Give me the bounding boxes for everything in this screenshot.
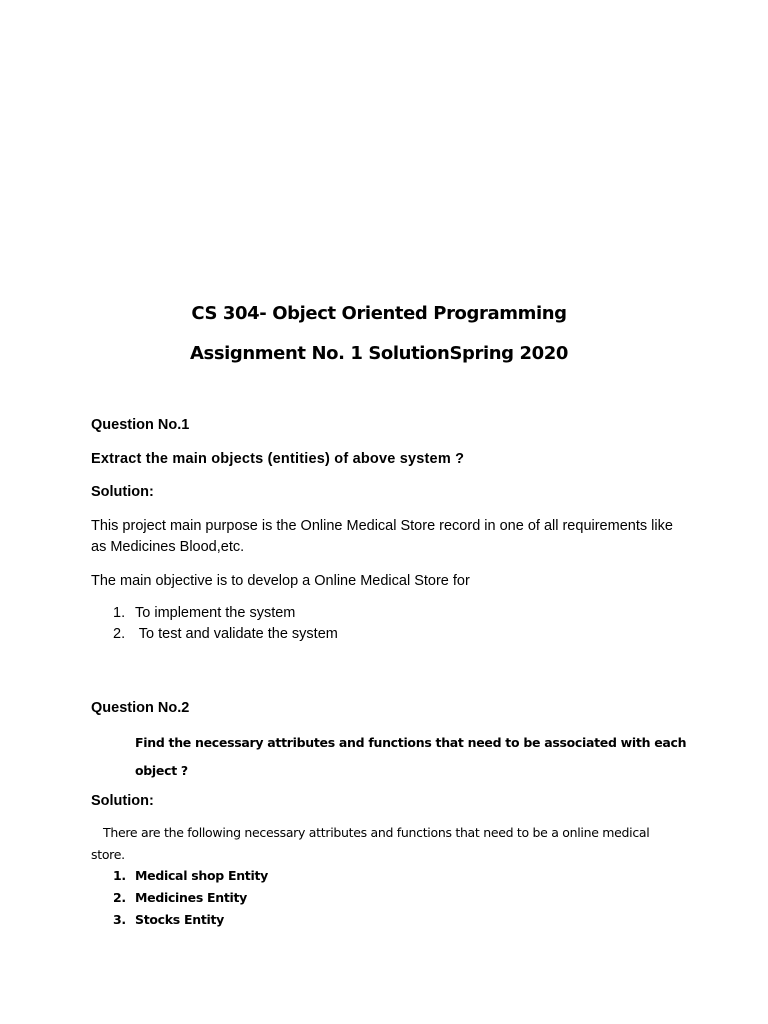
list-item-text: To test and validate the system	[135, 626, 338, 642]
list-item-text: Stocks Entity	[135, 912, 225, 927]
question-1-paragraph-1: This project main purpose is the Online Medical Store record in one of all requirements like as Medicines Blood,etc.	[91, 518, 673, 555]
question-2-heading: Question No.2	[91, 700, 190, 716]
list-item	[91, 603, 296, 624]
question-2-prompt-line-2: object ?	[135, 763, 188, 778]
list-item-number: 3.	[113, 912, 126, 927]
list-item-text: Medicines Entity	[135, 890, 248, 905]
list-item-text: To implement the system	[135, 605, 296, 621]
list-item	[91, 624, 338, 645]
question-1-list	[91, 603, 338, 645]
list-item-number: 2.	[113, 890, 126, 905]
list-item-number: 2.	[113, 626, 126, 642]
question-1-heading: Question No.1	[91, 417, 190, 433]
question-1-solution-label: Solution:	[91, 484, 154, 500]
question-1-prompt: Extract the main objects (entities) of above system ?	[91, 451, 465, 467]
list-item-text: Medical shop Entity	[135, 868, 268, 883]
list-item-number: 1.	[113, 868, 126, 883]
document-title: CS 304- Object Oriented Programming	[191, 303, 567, 324]
list-item-number: 1.	[113, 605, 126, 621]
question-2-prompt-line-1: Find the necessary attributes and functions that need to be associated with each	[135, 735, 687, 750]
question-1-paragraph-2: The main objective is to develop a Online Medical Store for	[91, 573, 470, 589]
question-2-solution-label: Solution:	[91, 793, 154, 809]
document-subtitle: Assignment No. 1 SolutionSpring 2020	[189, 343, 569, 364]
question-2-paragraph: There are the following necessary attributes and functions that need to be a online medical store.	[91, 825, 650, 862]
